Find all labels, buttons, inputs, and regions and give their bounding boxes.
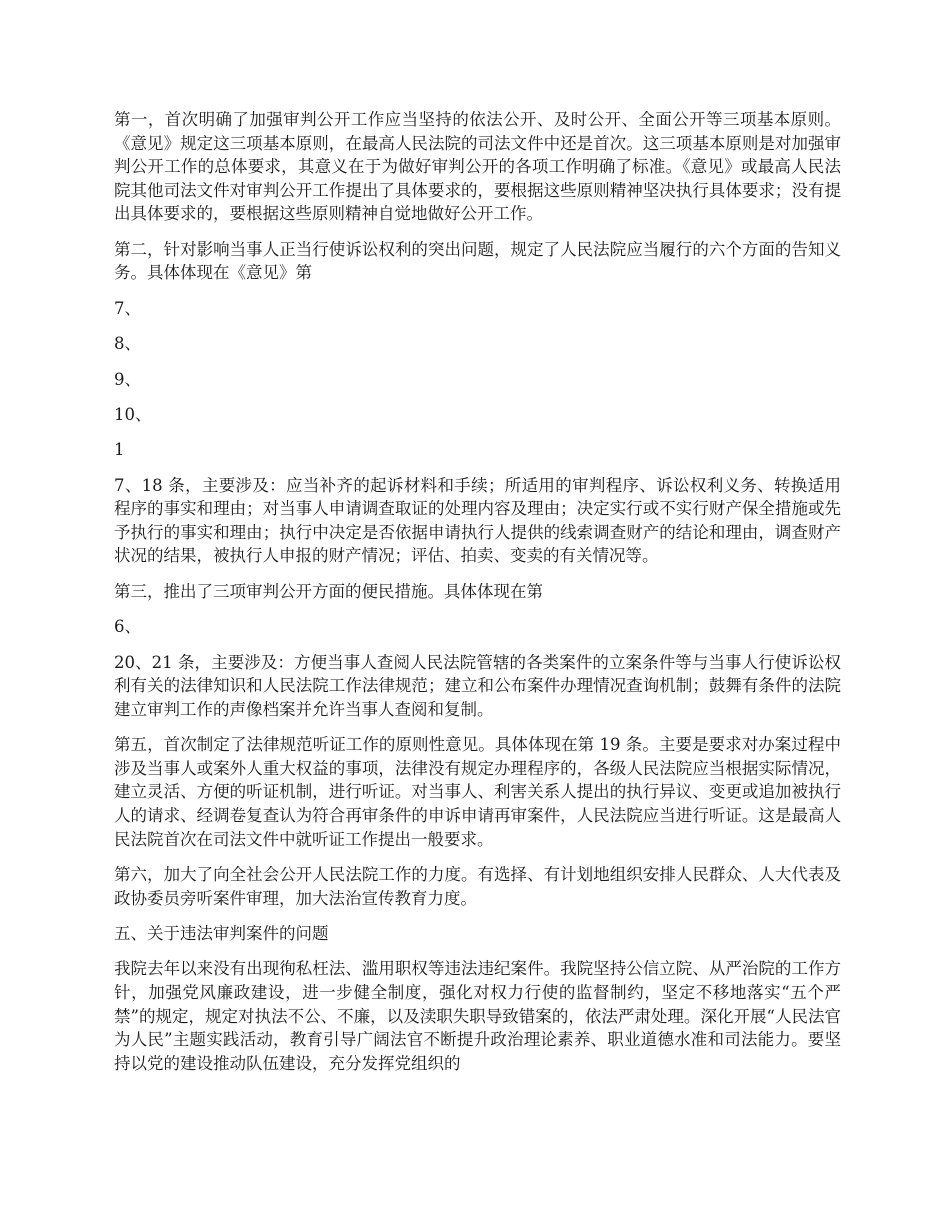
paragraph-articles-17-18: 7、18 条，主要涉及：应当补齐的起诉材料和手续；所适用的审判程序、诉讼权利义务、转换适用程序的事实和理由；对当事人申请调查取证的处理内容及理由；决定实行或不实行财产保全措施或先予执行的事实和理由；执行中决定是否依据申请执行人提供的线索调查财产的结论和理由，调查财产状况的结果，被执行人申报的财产情况；评估、拍卖、变卖的有关情况等。 — [114, 475, 841, 566]
paragraph-articles-20-21: 20、21 条，主要涉及：方便当事人查阅人民法院管辖的各类案件的立案条件等与当事人行使诉讼权利有关的法律知识和人民法院工作法律规范；建立和公布案件办理情况查询机制；鼓舞有条件的法院建立审判工作的声像档案并允许当事人查阅和复制。 — [114, 652, 841, 719]
paragraph-item-10: 10、 — [114, 404, 152, 424]
paragraph-principles: 第一，首次明确了加强审判公开工作应当坚持的依法公开、及时公开、全面公开等三项基本原则。《意见》规定这三项基本原则，在最高人民法院的司法文件中还是首次。这三项基本原则是对加强审判公开工作的总体要求，其意义在于为做好审判公开的各项工作明确了标准。《意见》或最高人民法院其他司法文件对审判公开工作提出了具体要求的，要根据这些原则精神坚决执行具体要求；没有提出具体要求的，要根据这些原则精神自觉地做好公开工作。 — [114, 110, 841, 224]
paragraph-court-discipline: 我院去年以来没有出现徇私枉法、滥用职权等违法违纪案件。我院坚持公信立院、从严治院的工作方针，加强党风廉政建设，进一步健全制度，强化对权力行使的监督制约，坚定不移地落实“五个严禁”的规定，规定对执法不公、不廉，以及渎职失职导致错案的，依法严肃处理。深化开展“人民法官为人民”主题实践活动，教育引导广阔法官不断提升政治理论素养、职业道德水准和司法能力。要坚持以党的建设推动队伍建设，充分发挥党组织的 — [114, 959, 841, 1073]
paragraph-convenience-measures: 第三，推出了三项审判公开方面的便民措施。具体体现在第 — [114, 581, 543, 601]
paragraph-hearing-rules: 第五，首次制定了法律规范听证工作的原则性意见。具体体现在第 19 条。主要是要求对办案过程中涉及当事人或案外人重大权益的事项，法律没有规定办理程序的，各级人民法院应当根据实际情况，建立灵活、方便的听证机制，进行听证。对当事人、利害关系人提出的执行异议、变更或追加被执行人的请求、经调卷复查认为符合再审条件的申诉申请再审案件，人民法院应当进行听证。这是最高人民法院首次在司法文件中就听证工作提出一般要求。 — [114, 735, 841, 849]
paragraph-item-7: 7、 — [114, 298, 141, 318]
paragraph-item-8: 8、 — [114, 334, 141, 354]
paragraph-item-1: 1 — [114, 440, 125, 460]
paragraph-public-openness: 第六，加大了向全社会公开人民法院工作的力度。有选择、有计划地组织安排人民群众、人大代表及政协委员旁听案件审理，加大法治宣传教育力度。 — [114, 865, 841, 908]
section-heading-illegal-trial: 五、关于违法审判案件的问题 — [114, 923, 329, 943]
document-body — [114, 108, 841, 1087]
paragraph-notification-duties: 第二，针对影响当事人正当行使诉讼权利的突出问题，规定了人民法院应当履行的六个方面的告知义务。具体体现在《意见》第 — [114, 239, 841, 283]
paragraph-item-6: 6、 — [114, 617, 141, 637]
paragraph-item-9: 9、 — [114, 369, 141, 389]
